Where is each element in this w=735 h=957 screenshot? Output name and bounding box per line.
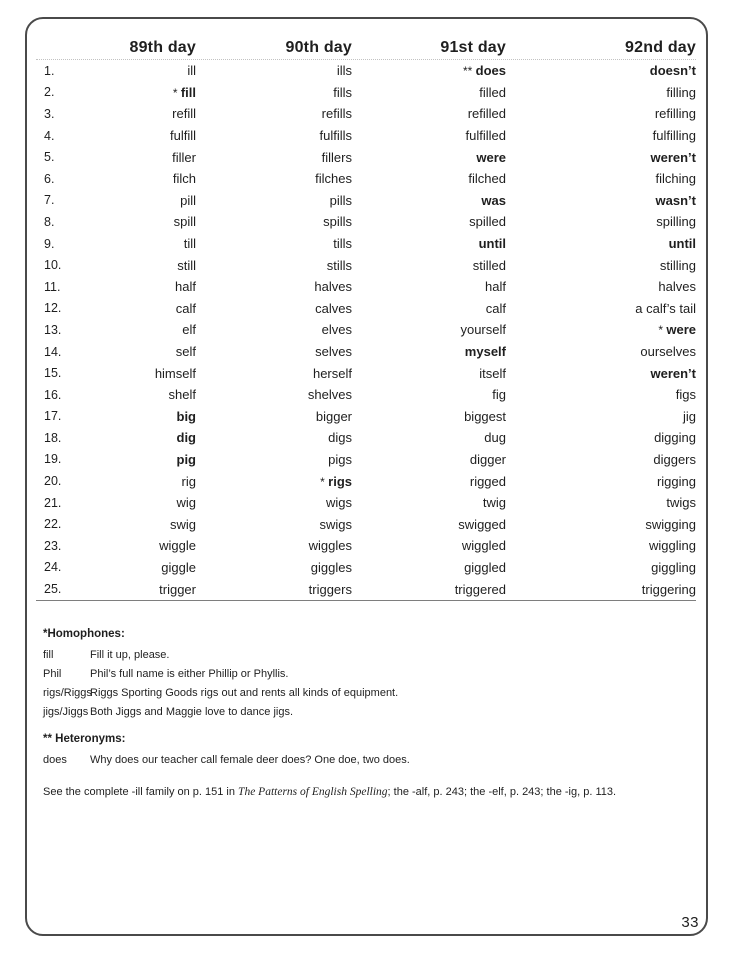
table-row (36, 470, 696, 492)
row-number: 22. (44, 517, 62, 532)
row-number: 6. (44, 171, 55, 186)
word-cell: itself (479, 365, 506, 381)
word-cell: halves (658, 279, 696, 295)
word-cell: digging (654, 430, 696, 446)
word-cell: * rigs (320, 473, 352, 489)
footnote-marker: * (320, 474, 329, 489)
word-cell: spilled (469, 214, 506, 230)
heteronyms-list (43, 751, 683, 770)
word-cell: wiggling (649, 538, 696, 554)
word-cell: elf (182, 322, 196, 338)
row-number: 17. (44, 409, 62, 424)
word-cell: ** does (462, 63, 506, 79)
word-cell: spill (173, 214, 196, 230)
footnote-sentence: Both Jiggs and Maggie love to dance jigs. (90, 706, 294, 718)
footnote-sentence: Fill it up, please. (90, 649, 170, 661)
footnote-term: jigs/Jiggs (43, 706, 89, 718)
word-cell: giggling (651, 559, 696, 575)
word-cell: spilling (656, 214, 696, 230)
word-cell: spills (323, 214, 352, 230)
word-cell: * were (658, 322, 696, 338)
row-number: 11. (44, 279, 61, 294)
row-number: 21. (44, 495, 62, 510)
word-cell: rigged (469, 473, 506, 489)
footnote-item (43, 646, 683, 665)
table-row (36, 254, 696, 276)
row-number: 9. (44, 236, 55, 251)
reference-text-after: ; the -alf, p. 243; the -elf, p. 243; the -ig, p. 113. (387, 786, 617, 798)
word-cell: refilled (467, 106, 506, 122)
word-cell: triggers (308, 581, 352, 597)
word-cell: jig (682, 408, 696, 424)
table-row (36, 578, 696, 600)
word-cell: filled (479, 84, 506, 100)
column-header-92nd-day: 92nd day (625, 39, 696, 56)
word-cell: twigs (666, 495, 696, 511)
row-number: 3. (44, 106, 55, 121)
word-cell: herself (312, 365, 352, 381)
word-cell: calf (175, 300, 196, 316)
table-row (36, 233, 696, 255)
table-row (36, 319, 696, 341)
word-cell: myself (464, 344, 506, 360)
row-number: 19. (44, 452, 62, 467)
table-row (36, 384, 696, 406)
table-row (36, 60, 696, 82)
row-number: 18. (44, 430, 62, 445)
word-cell: dug (484, 430, 506, 446)
word-cell: selves (315, 344, 352, 360)
row-number: 2. (44, 85, 55, 100)
word-cell: swigged (458, 516, 506, 532)
word-cell: swig (169, 516, 196, 532)
table-row (36, 276, 696, 298)
word-cell: bigger (315, 408, 352, 424)
row-number: 16. (44, 387, 62, 402)
footnote-term: rigs/Riggs (43, 687, 92, 699)
word-cell: wiggle (159, 538, 196, 554)
word-cell: pill (180, 192, 196, 208)
word-cell: giggled (464, 559, 506, 575)
word-cell: swigging (645, 516, 696, 532)
word-cell: swigs (319, 516, 352, 532)
word-cell: refill (172, 106, 196, 122)
row-number: 24. (44, 560, 62, 575)
word-cell: filches (315, 171, 352, 187)
footnote-term: Phil (43, 668, 62, 680)
table-row (36, 146, 696, 168)
word-cell: shelves (307, 387, 352, 403)
row-number: 4. (44, 128, 55, 143)
word-cell: fillers (321, 149, 352, 165)
table-row (36, 298, 696, 320)
word-cell: wig (176, 495, 196, 511)
word-cell: trigger (159, 581, 196, 597)
word-cell: ill (187, 63, 196, 79)
row-number: 14. (44, 344, 62, 359)
word-cell: dig (176, 430, 196, 446)
word-cell: were (476, 149, 506, 165)
word-cell: ourselves (640, 344, 696, 360)
column-header-90th-day: 90th day (285, 39, 352, 56)
word-cell: figs (675, 387, 696, 403)
page-number: 33 (681, 914, 699, 931)
reference-text-before: See the complete -ill family on p. 151 in (43, 786, 239, 798)
word-cell: * fill (172, 84, 196, 100)
row-number: 12. (44, 301, 62, 316)
footnote-term: fill (43, 649, 54, 661)
word-cell: diggers (653, 451, 696, 467)
heteronyms-heading: ** Heteronyms: (43, 733, 126, 745)
table-row (36, 406, 696, 428)
word-cell: pigs (328, 451, 352, 467)
row-number: 25. (44, 582, 62, 597)
word-cell: elves (321, 322, 352, 338)
word-cell: filler (172, 149, 196, 165)
word-cell: filching (655, 171, 696, 187)
word-cell: until (668, 236, 696, 252)
footnote-sentence: Riggs Sporting Goods rigs out and rents all kinds of equipment. (90, 687, 399, 699)
homophones-list (43, 646, 683, 722)
row-number: 5. (44, 150, 55, 165)
word-cell: filched (468, 171, 506, 187)
reference-note (43, 785, 683, 800)
footnote-sentence: Phil’s full name is either Phillip or Phyllis. (90, 668, 289, 680)
footnote-marker: * (172, 85, 181, 100)
word-cell: weren’t (650, 365, 696, 381)
table-row (36, 82, 696, 104)
row-number: 15. (44, 366, 62, 381)
table-row (36, 125, 696, 147)
table-row (36, 103, 696, 125)
word-cell: digs (328, 430, 352, 446)
word-cell: weren’t (650, 149, 696, 165)
word-cell: rig (181, 473, 196, 489)
word-cell: half (175, 279, 196, 295)
row-number: 10. (44, 258, 62, 273)
word-table (36, 36, 696, 601)
footnotes-section (43, 627, 683, 800)
word-cell: wasn’t (655, 192, 696, 208)
row-number: 20. (44, 474, 62, 489)
word-cell: refilling (654, 106, 696, 122)
footnote-sentence: Why does our teacher call female deer does? One doe, two does. (90, 754, 410, 766)
word-cell: fulfill (169, 128, 196, 144)
word-cell: refills (321, 106, 352, 122)
table-row (36, 211, 696, 233)
word-cell: wigs (325, 495, 352, 511)
table-row (36, 362, 696, 384)
footnote-term: does (43, 754, 67, 766)
word-cell: tills (333, 236, 352, 252)
word-cell: still (177, 257, 196, 273)
word-cell: pig (176, 451, 196, 467)
word-cell: self (175, 344, 196, 360)
table-row (36, 190, 696, 212)
homophones-heading: *Homophones: (43, 628, 125, 640)
table-row (36, 341, 696, 363)
table-row (36, 449, 696, 471)
word-cell: stilling (659, 257, 696, 273)
word-cell: wiggled (461, 538, 506, 554)
footnote-marker: ** (462, 64, 476, 79)
word-cell: triggered (454, 581, 506, 597)
word-cell: filling (666, 84, 696, 100)
word-cell: fulfilled (465, 128, 506, 144)
word-cell: a calf’s tail (635, 300, 696, 316)
word-cell: triggering (641, 581, 696, 597)
word-cell: was (481, 192, 506, 208)
word-cell: filch (172, 171, 196, 187)
table-header-row (36, 36, 696, 60)
word-cell: rigging (656, 473, 696, 489)
word-cell: shelf (168, 387, 196, 403)
table-row (36, 513, 696, 535)
word-cell: calf (485, 300, 506, 316)
footnote-item (43, 665, 683, 684)
word-cell: giggles (310, 559, 352, 575)
footnote-item (43, 751, 683, 770)
word-cell: fig (492, 387, 506, 403)
word-cell: pills (329, 192, 352, 208)
word-cell: twig (482, 495, 506, 511)
word-cell: fills (333, 84, 352, 100)
word-cell: till (183, 236, 196, 252)
row-number: 8. (44, 214, 55, 229)
word-cell: halves (314, 279, 352, 295)
row-number: 23. (44, 538, 62, 553)
footnote-marker: * (658, 323, 667, 338)
row-number: 7. (44, 193, 55, 208)
table-row (36, 535, 696, 557)
word-cell: wiggles (308, 538, 352, 554)
column-header-89th-day: 89th day (129, 39, 196, 56)
row-number: 13. (44, 322, 62, 337)
footnote-item (43, 703, 683, 722)
word-cell: fulfills (319, 128, 352, 144)
row-number: 1. (44, 63, 55, 78)
word-table-rows (36, 60, 696, 601)
word-cell: biggest (464, 408, 506, 424)
word-cell: stills (326, 257, 352, 273)
word-cell: himself (154, 365, 196, 381)
column-header-91st-day: 91st day (440, 39, 506, 56)
word-cell: doesn’t (649, 63, 696, 79)
word-cell: until (478, 236, 506, 252)
table-row (36, 168, 696, 190)
word-cell: stilled (472, 257, 506, 273)
word-cell: digger (469, 451, 506, 467)
word-cell: half (485, 279, 506, 295)
table-row (36, 427, 696, 449)
word-cell: yourself (460, 322, 506, 338)
word-cell: giggle (161, 559, 196, 575)
word-cell: fulfilling (652, 128, 696, 144)
footnote-item (43, 684, 683, 703)
word-cell: big (176, 408, 196, 424)
table-row (36, 492, 696, 514)
word-cell: ills (336, 63, 352, 79)
book-title: The Patterns of English Spelling (238, 786, 388, 798)
table-row (36, 557, 696, 579)
word-cell: calves (315, 300, 352, 316)
